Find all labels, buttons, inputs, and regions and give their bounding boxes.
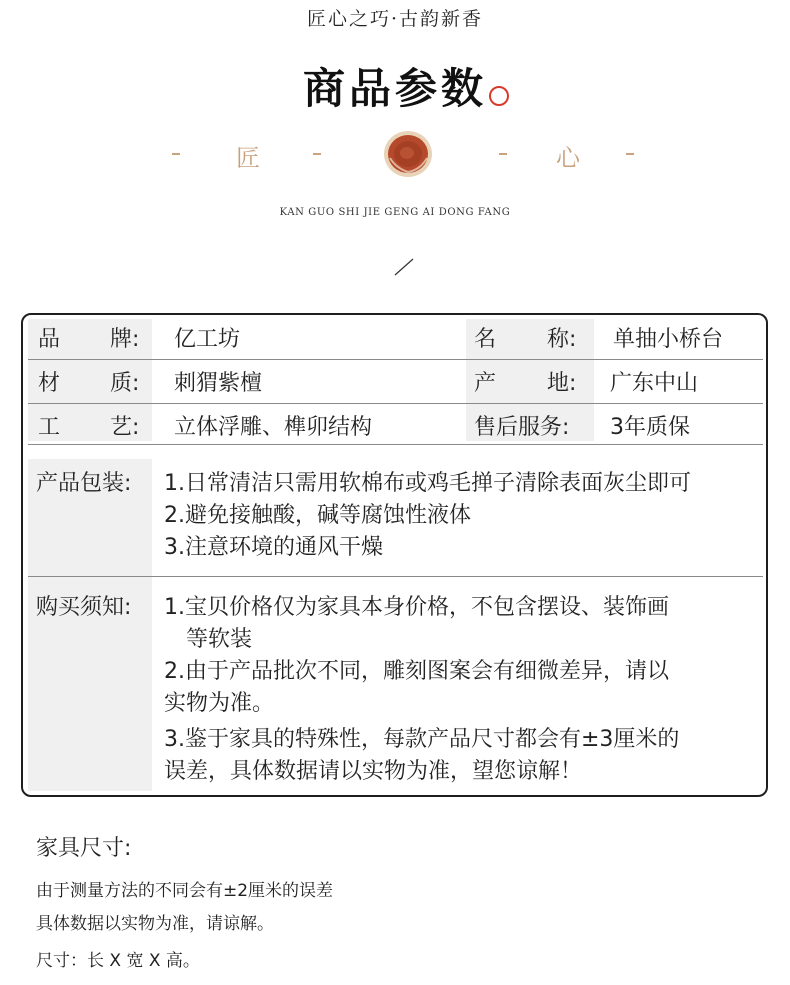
label-shade [28, 459, 152, 791]
notice-line: 等软装 [186, 627, 253, 652]
packaging-label: 产品包装: [36, 471, 132, 496]
notice-line: 3.鉴于家具的特殊性，每款产品尺寸都会有±3厘米的 [164, 727, 680, 752]
ornament-dash [626, 153, 634, 155]
craft-value: 立体浮雕、榫卯结构 [174, 415, 373, 440]
name-label-first: 名 [474, 327, 497, 352]
name-value: 单抽小桥台 [613, 327, 724, 352]
packaging-line: 1.日常清洁只需用软棉布或鸡毛掸子清除表面灰尘即可 [164, 471, 691, 496]
header-tagline: 匠心之巧·古韵新香 [306, 8, 484, 30]
brand-label-first: 品 [38, 327, 61, 352]
ornament-char-right: 心 [556, 144, 580, 172]
notice-label: 购买须知: [36, 595, 132, 620]
notice-line: 2.由于产品批次不同，雕刻图案会有细微差异，请以 [164, 659, 669, 684]
dimensions-line: 尺寸：长 X 宽 X 高。 [36, 951, 200, 971]
notice-line: 实物为准。 [164, 691, 275, 716]
row-divider [28, 403, 763, 404]
header-subtitle: KAN GUO SHI JIE GENG AI DONG FANG [279, 207, 511, 218]
row-divider [28, 359, 763, 360]
craft-label-second: 艺: [110, 415, 140, 440]
ornament-char-left: 匠 [236, 144, 260, 172]
notice-line: 误差，具体数据请以实物为准，望您谅解！ [164, 759, 583, 784]
material-label-second: 质: [110, 371, 140, 396]
red-circle-mark [489, 86, 509, 106]
brand-label-second: 牌: [110, 327, 140, 352]
origin-value: 广东中山 [610, 371, 699, 396]
divider-slash-icon [392, 255, 416, 279]
dimensions-line: 具体数据以实物为准，请谅解。 [36, 914, 274, 934]
ornament-dash [313, 153, 321, 155]
origin-label-first: 产 [474, 371, 497, 396]
packaging-line: 3.注意环境的通风干燥 [164, 535, 383, 560]
row-divider [28, 576, 763, 577]
wood-roundel-icon [382, 128, 434, 180]
ornament-dash [172, 153, 180, 155]
service-value: 3年质保 [610, 415, 690, 440]
page-title: 商品参数 [302, 64, 487, 113]
material-value: 刺猬紫檀 [174, 371, 263, 396]
service-label: 售后服务: [474, 415, 570, 440]
notice-line: 1.宝贝价格仅为家具本身价格，不包含摆设、装饰画 [164, 595, 669, 620]
packaging-line: 2.避免接触酸，碱等腐蚀性液体 [164, 503, 471, 528]
material-label-first: 材 [38, 371, 61, 396]
craft-label-first: 工 [38, 415, 61, 440]
dimensions-line: 由于测量方法的不同会有±2厘米的误差 [36, 881, 334, 901]
dimensions-heading: 家具尺寸: [36, 836, 132, 861]
origin-label-second: 地: [547, 371, 577, 396]
ornament-dash [499, 153, 507, 155]
name-label-second: 称: [547, 327, 577, 352]
brand-value: 亿工坊 [174, 327, 241, 352]
row-divider [28, 444, 763, 445]
